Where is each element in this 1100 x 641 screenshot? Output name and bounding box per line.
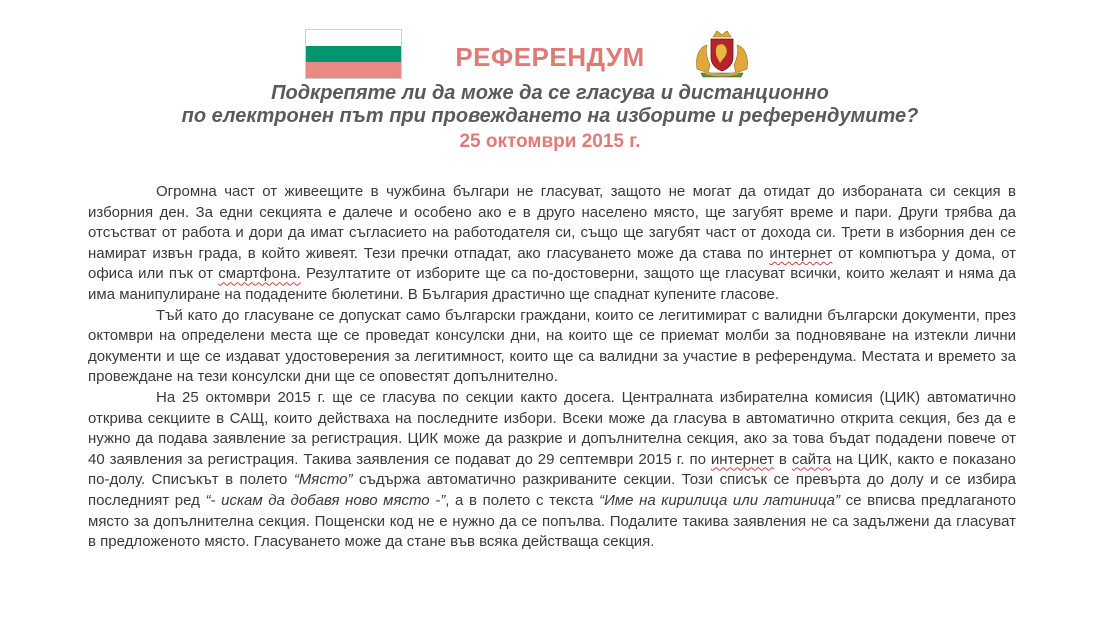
document-body bbox=[88, 182, 1016, 553]
paragraph-1: Огромна част от живеещите в чужбина българи не гласуват, защото не могат да отидат до избораната си секция в изборния ден. За едни секцията е далече и особено ако е в друго населено място, ще загубят време и пари. Други трябва да отсъстват от работа и дори да имат съгласието на работодателя си, също ще загубят част от дохода си. Трети в изборния ден се намират извън града, в който живеят. Тези пречки отпадат, ако гласуването може да става по интернет от компютъра у дома, от офиса или пък от смартфона. Резултатите от изборите ще са по-достоверни, защото ще гласуват всички, които желаят и няма да има манипулиране на подадените бюлетини. В България драстично ще спаднат купените гласове. bbox=[88, 183, 1017, 303]
paragraph-3: На 25 октомври 2015 г. ще се гласува по секции както досега. Централната избирателна комисия (ЦИК) автоматично открива секциите в САЩ, които действаха на последните избори. Всеки може да гласува в автоматично открита секция, без да е нужно да подава заявление за регистрация. ЦИК може да разкрие и допълнителна секция, ако за това бъдат подадени повече от 40 заявления за регистрация. Такива заявления се подават до 29 септември 2015 г. по интернет в сайта на ЦИК, както е показано по-долу. Списъкът в полето “Място” съдържа автоматично разкриваните секции. Този списък се превърта до долу и се избира последният ред “- искам да добавя ново място -”, а в полето с текста “Име на кирилица или латиница” се вписва предлаганото място за допълнителна секция. Пощенски код не е нужно да се попълва. Подалите такива заявления не са задължени да гласуват в предложеното място. Гласуването може да стане във всяка действаща секция. bbox=[88, 388, 1017, 551]
spellcheck-word: сайта bbox=[791, 450, 832, 468]
page-title: РЕФЕРЕНДУМ bbox=[455, 42, 645, 72]
field-name-place: “Място” bbox=[293, 471, 353, 489]
spellcheck-word: интернет bbox=[769, 244, 833, 262]
spellcheck-word: смартфона. bbox=[218, 265, 301, 283]
paragraph-2: Тъй като до гласуване се допускат само български граждани, които се легитимират с валидни български документи, през октомври на определени места ще се проведат консулски дни, на които ще се приемат молби за подновяване на изтекли лични документи и ще се издават удостоверения за легитимност, които ще са валидни за участие в референдума. Местата и времето за провеждане на тези консулски дни ще се оповестят допълнително. bbox=[88, 306, 1016, 386]
spellcheck-word: интернет bbox=[710, 450, 774, 468]
referendum-date: 25 октомври 2015 г. bbox=[459, 131, 641, 152]
question-line-1: Подкрепяте ли да може да се гласува и дистанционно bbox=[271, 82, 829, 104]
question-line-2: по електронен път при провеждането на изборите и референдумите? bbox=[181, 105, 919, 127]
list-option-add-place: “- искам да добавя ново място -” bbox=[205, 491, 446, 509]
referendum-question bbox=[0, 82, 1100, 128]
field-name-cyrillic-latin: “Име на кирилица или латиница” bbox=[599, 491, 841, 509]
